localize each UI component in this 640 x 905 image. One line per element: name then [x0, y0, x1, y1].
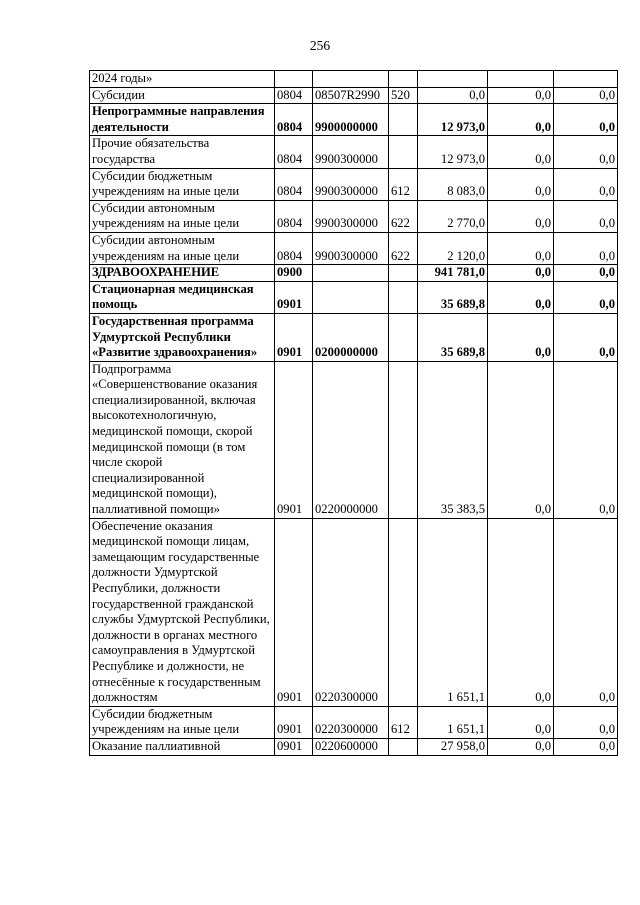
row-target-article: 0220300000	[313, 706, 389, 738]
table-row	[90, 265, 618, 282]
table-row	[90, 738, 618, 755]
row-sum-3: 0,0	[554, 706, 618, 738]
row-expense-type	[389, 136, 418, 168]
row-sum-3: 0,0	[554, 87, 618, 104]
row-section-code: 0901	[275, 738, 313, 755]
page-number: 256	[309, 38, 331, 53]
row-name: 2024 годы»	[90, 71, 275, 88]
row-sum-2: 0,0	[488, 232, 554, 264]
row-name: Субсидии автономным учреждениям на иные цели	[90, 232, 275, 264]
row-target-article: 0220600000	[313, 738, 389, 755]
row-expense-type	[389, 313, 418, 361]
table-row	[90, 71, 618, 88]
row-sum-2: 0,0	[488, 265, 554, 282]
table-row	[90, 200, 618, 232]
row-expense-type	[389, 361, 418, 518]
row-sum-3: 0,0	[554, 168, 618, 200]
table-row	[90, 168, 618, 200]
row-expense-type: 622	[389, 232, 418, 264]
row-target-article: 08507R2990	[313, 87, 389, 104]
row-section-code: 0804	[275, 136, 313, 168]
row-target-article: 0220300000	[313, 518, 389, 706]
row-name: Подпрограмма «Совершенствование оказания специализированной, включая высокотехнологичную, медицинской помощи, скорой медицинской помощи (в том числе скорой специализированной медицинской помощи), паллиативной помощи»	[90, 361, 275, 518]
row-sum-2: 0,0	[488, 168, 554, 200]
row-sum-3: 0,0	[554, 313, 618, 361]
row-expense-type	[389, 281, 418, 313]
row-sum-1: 27 958,0	[418, 738, 488, 755]
row-sum-3: 0,0	[554, 738, 618, 755]
row-expense-type: 520	[389, 87, 418, 104]
row-sum-3: 0,0	[554, 518, 618, 706]
row-sum-1: 2 770,0	[418, 200, 488, 232]
row-sum-1: 12 973,0	[418, 104, 488, 136]
row-expense-type: 612	[389, 706, 418, 738]
row-name: ЗДРАВООХРАНЕНИЕ	[90, 265, 275, 282]
row-name: Субсидии автономным учреждениям на иные цели	[90, 200, 275, 232]
row-expense-type: 622	[389, 200, 418, 232]
table-row	[90, 104, 618, 136]
row-target-article: 9900300000	[313, 200, 389, 232]
row-expense-type	[389, 104, 418, 136]
row-sum-2	[488, 71, 554, 88]
row-sum-2: 0,0	[488, 200, 554, 232]
row-sum-2: 0,0	[488, 518, 554, 706]
row-section-code: 0900	[275, 265, 313, 282]
table-row	[90, 232, 618, 264]
row-sum-1: 8 083,0	[418, 168, 488, 200]
row-sum-1: 1 651,1	[418, 706, 488, 738]
row-section-code: 0901	[275, 313, 313, 361]
row-sum-1: 35 383,5	[418, 361, 488, 518]
table-body	[90, 71, 618, 756]
row-sum-3: 0,0	[554, 104, 618, 136]
row-name: Оказание паллиативной	[90, 738, 275, 755]
row-section-code: 0901	[275, 706, 313, 738]
row-name: Субсидии бюджетным учреждениям на иные цели	[90, 168, 275, 200]
row-target-article	[313, 265, 389, 282]
row-sum-3: 0,0	[554, 281, 618, 313]
row-name: Государственная программа Удмуртской Республики «Развитие здравоохранения»	[90, 313, 275, 361]
row-section-code: 0804	[275, 87, 313, 104]
row-expense-type	[389, 265, 418, 282]
row-target-article: 9900300000	[313, 168, 389, 200]
table-row	[90, 136, 618, 168]
table-row	[90, 361, 618, 518]
table-row	[90, 706, 618, 738]
row-sum-3: 0,0	[554, 265, 618, 282]
row-sum-1: 941 781,0	[418, 265, 488, 282]
row-section-code: 0804	[275, 200, 313, 232]
row-section-code: 0901	[275, 281, 313, 313]
budget-table	[89, 70, 618, 756]
row-sum-3: 0,0	[554, 200, 618, 232]
row-name: Субсидии бюджетным учреждениям на иные цели	[90, 706, 275, 738]
table-row	[90, 87, 618, 104]
row-target-article	[313, 71, 389, 88]
row-sum-3	[554, 71, 618, 88]
row-expense-type	[389, 71, 418, 88]
row-name: Субсидии	[90, 87, 275, 104]
row-name: Обеспечение оказания медицинской помощи лицам, замещающим государственные должности Удмуртской Республики, должности государственной гражданской службы Удмуртской Республики, должности в органах местного самоуправления в Удмуртской Республике и должности, не отнесённые к государственным должностям	[90, 518, 275, 706]
row-name: Прочие обязательства государства	[90, 136, 275, 168]
row-sum-3: 0,0	[554, 136, 618, 168]
row-section-code: 0901	[275, 518, 313, 706]
row-sum-1: 12 973,0	[418, 136, 488, 168]
row-sum-3: 0,0	[554, 361, 618, 518]
row-sum-1: 0,0	[418, 87, 488, 104]
row-sum-2: 0,0	[488, 87, 554, 104]
table-row	[90, 281, 618, 313]
table-row	[90, 518, 618, 706]
table-row	[90, 313, 618, 361]
row-section-code: 0901	[275, 361, 313, 518]
row-expense-type: 612	[389, 168, 418, 200]
row-sum-3: 0,0	[554, 232, 618, 264]
row-section-code	[275, 71, 313, 88]
row-sum-1	[418, 71, 488, 88]
row-sum-2: 0,0	[488, 136, 554, 168]
row-sum-2: 0,0	[488, 738, 554, 755]
row-section-code: 0804	[275, 168, 313, 200]
row-expense-type	[389, 738, 418, 755]
row-section-code: 0804	[275, 232, 313, 264]
row-target-article	[313, 281, 389, 313]
row-sum-2: 0,0	[488, 104, 554, 136]
row-sum-1: 35 689,8	[418, 281, 488, 313]
row-name: Непрограммные направления деятельности	[90, 104, 275, 136]
row-sum-1: 2 120,0	[418, 232, 488, 264]
row-sum-1: 35 689,8	[418, 313, 488, 361]
row-sum-2: 0,0	[488, 361, 554, 518]
row-sum-2: 0,0	[488, 706, 554, 738]
row-target-article: 0200000000	[313, 313, 389, 361]
row-target-article: 0220000000	[313, 361, 389, 518]
row-sum-1: 1 651,1	[418, 518, 488, 706]
row-expense-type	[389, 518, 418, 706]
row-target-article: 9900300000	[313, 232, 389, 264]
row-target-article: 9900000000	[313, 104, 389, 136]
row-sum-2: 0,0	[488, 313, 554, 361]
row-section-code: 0804	[275, 104, 313, 136]
row-name: Стационарная медицинская помощь	[90, 281, 275, 313]
row-target-article: 9900300000	[313, 136, 389, 168]
row-sum-2: 0,0	[488, 281, 554, 313]
